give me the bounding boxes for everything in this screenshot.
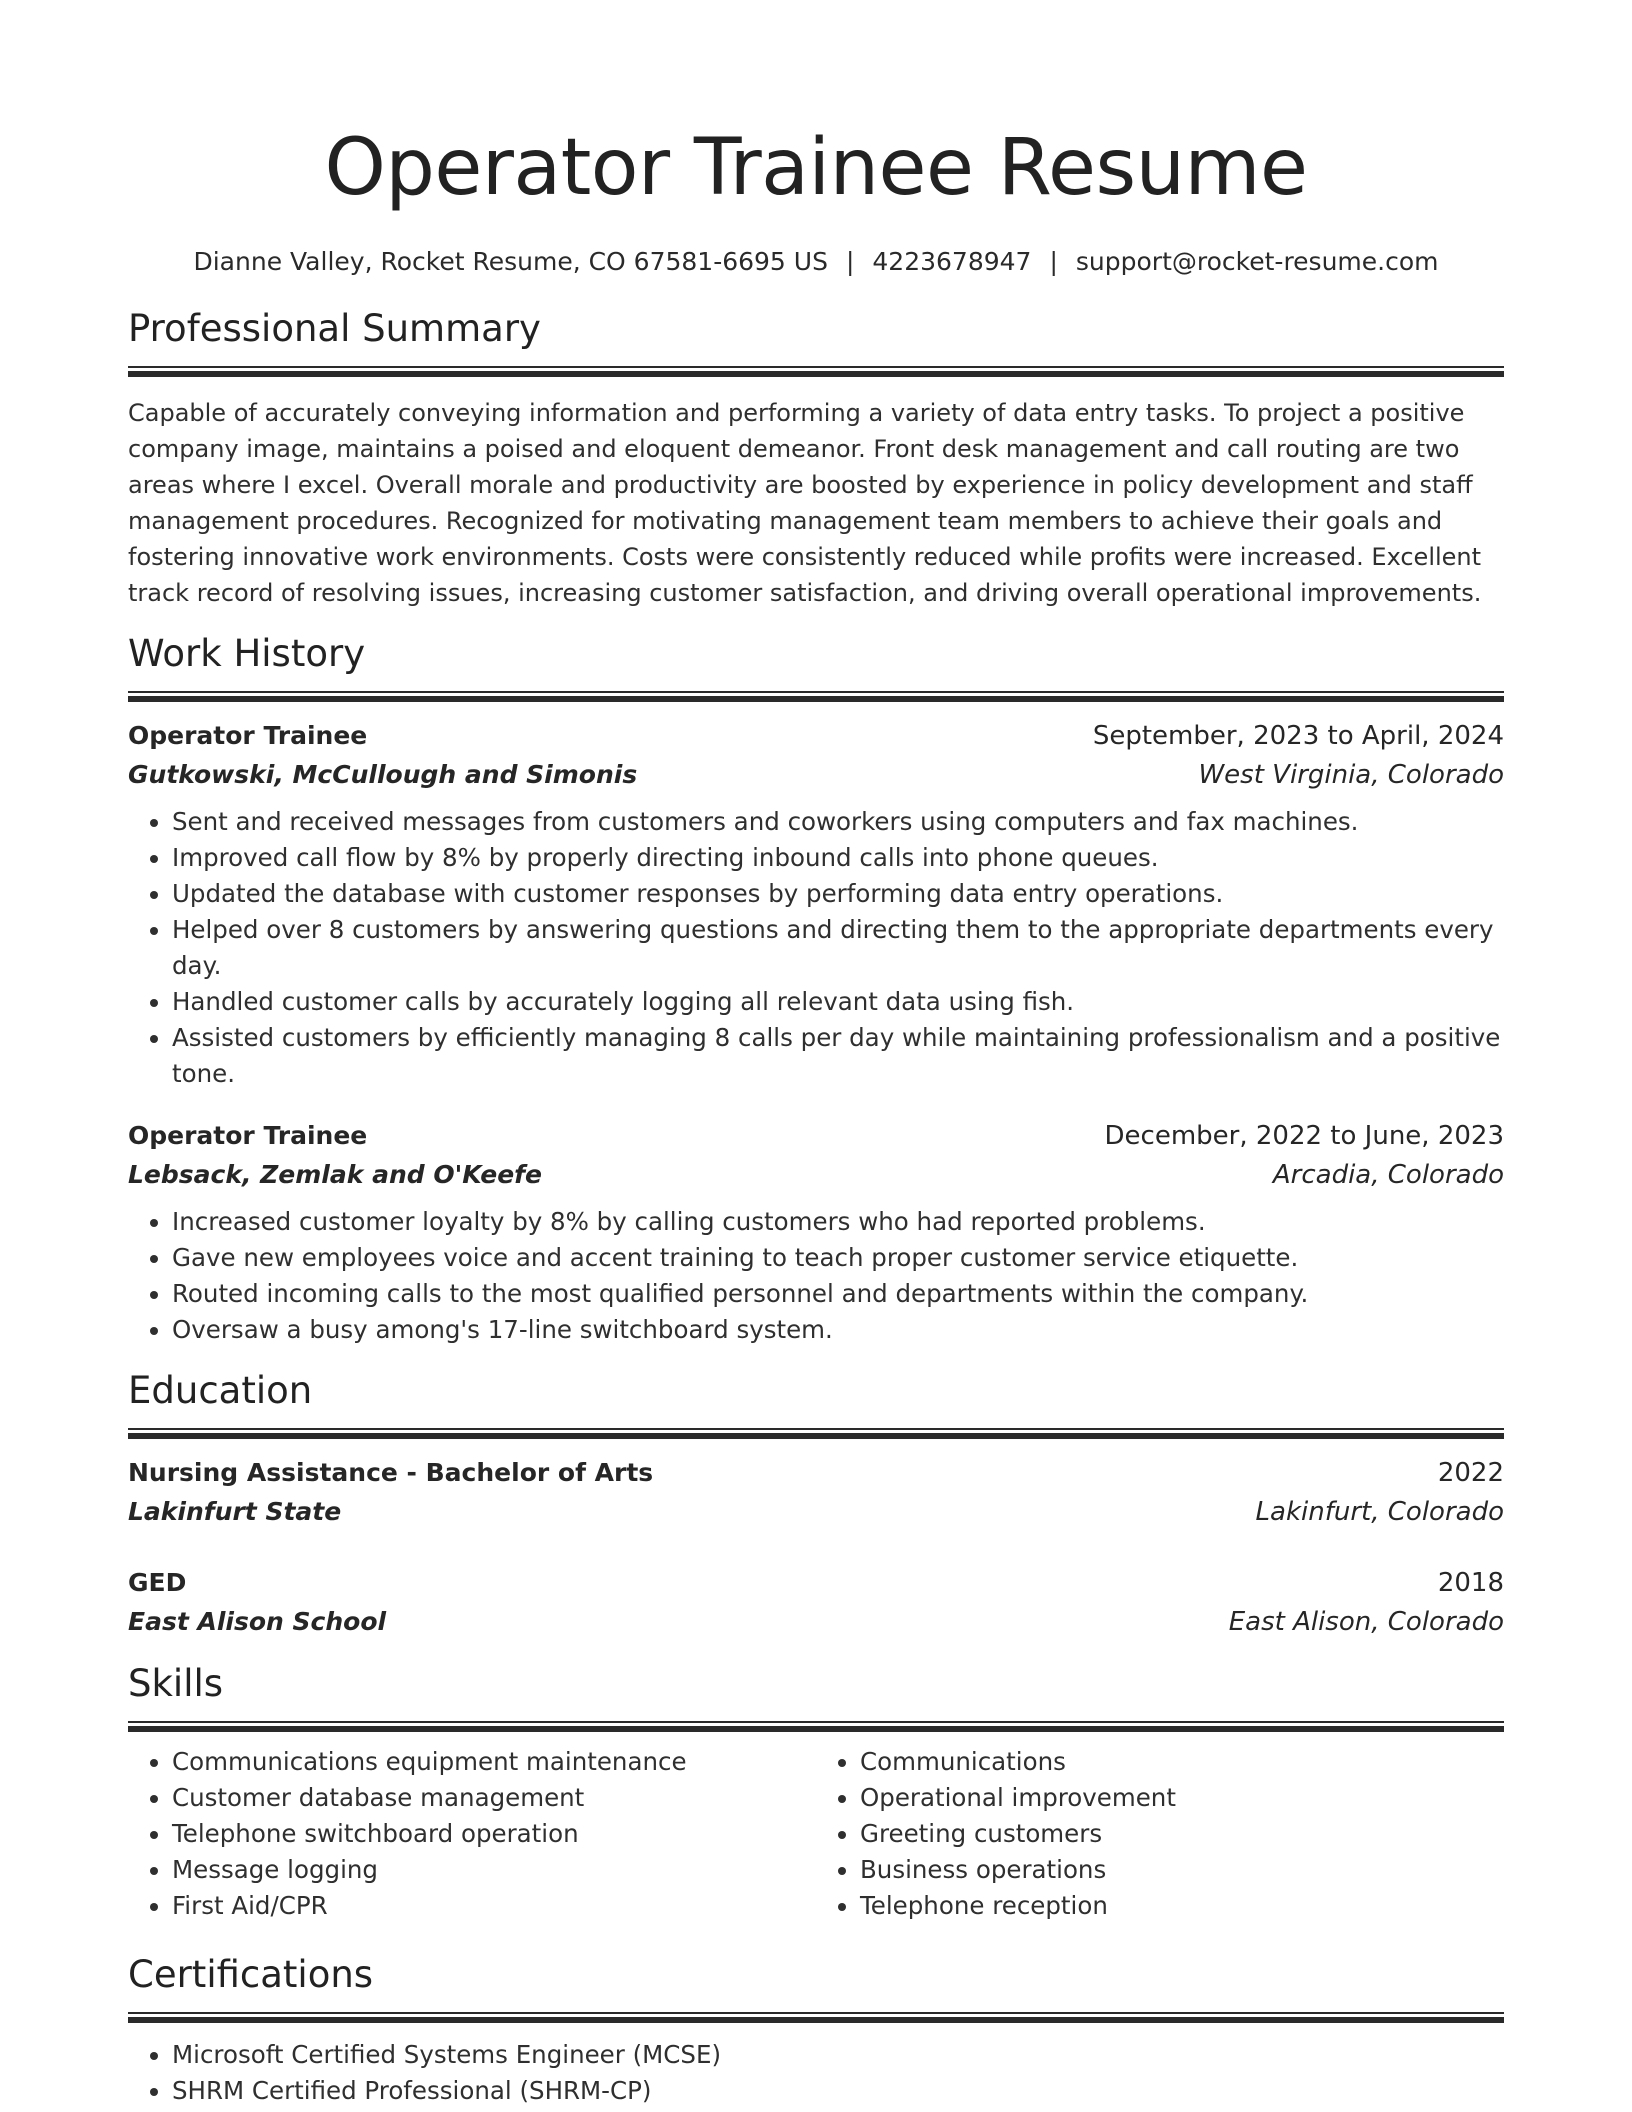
education-entry xyxy=(128,1563,1504,1641)
job-entry xyxy=(128,716,1504,1092)
skills-heading: Skills xyxy=(128,1662,224,1705)
summary-section xyxy=(128,304,1504,611)
work-history-section xyxy=(128,629,1504,1348)
work-history-heading: Work History xyxy=(128,632,366,675)
education-entry xyxy=(128,1453,1504,1531)
list-item: • Sent and received messages from customers and coworkers using computers and fax machines. xyxy=(172,804,1504,840)
list-item: • First Aid/CPR xyxy=(172,1888,816,1924)
education-degree: GED xyxy=(128,1568,187,1597)
education-school: Lakinfurt State xyxy=(128,1497,342,1526)
list-item: • Routed incoming calls to the most qualified personnel and departments within the company. xyxy=(172,1276,1504,1312)
education-section xyxy=(128,1366,1504,1641)
contact-separator: | xyxy=(1049,247,1058,276)
contact-separator: | xyxy=(845,247,855,276)
list-item: • Telephone reception xyxy=(860,1888,1504,1924)
contact-address: Dianne Valley, Rocket Resume, CO 67581-6695 US xyxy=(193,247,828,276)
list-item: • Assisted customers by efficiently managing 8 calls per day while maintaining professionalism and a positive tone. xyxy=(172,1020,1504,1092)
education-school: East Alison School xyxy=(128,1607,387,1636)
skills-section xyxy=(128,1659,1504,1924)
job-dates: September, 2023 to April, 2024 xyxy=(1092,721,1504,751)
section-divider xyxy=(128,691,1504,702)
list-item: • Microsoft Certified Systems Engineer (MCSE) xyxy=(172,2037,1504,2073)
list-item: • SHRM Certified Professional (SHRM-CP) xyxy=(172,2073,1504,2109)
education-heading: Education xyxy=(128,1369,313,1412)
resume-page xyxy=(128,0,1504,2109)
list-item: • Increased customer loyalty by 8% by calling customers who had reported problems. xyxy=(172,1204,1504,1240)
section-divider xyxy=(128,1428,1504,1439)
contact-email[interactable]: support@rocket-resume.com xyxy=(1075,247,1439,276)
certifications-heading: Certifications xyxy=(128,1953,374,1996)
skills-column-left xyxy=(128,1744,816,1924)
list-item: • Message logging xyxy=(172,1852,816,1888)
job-entry xyxy=(128,1116,1504,1348)
section-divider xyxy=(128,2012,1504,2023)
list-item: • Telephone switchboard operation xyxy=(172,1816,816,1852)
education-year: 2018 xyxy=(1437,1568,1504,1598)
job-title: Operator Trainee xyxy=(128,1121,368,1150)
list-item: • Communications equipment maintenance xyxy=(172,1744,816,1780)
list-item: • Handled customer calls by accurately logging all relevant data using fish. xyxy=(172,984,1504,1020)
skills-column-right xyxy=(816,1744,1504,1924)
certifications-list xyxy=(128,2037,1504,2109)
list-item: • Customer database management xyxy=(172,1780,816,1816)
job-bullets xyxy=(128,1204,1504,1348)
contact-phone: 4223678947 xyxy=(872,247,1032,276)
job-bullets xyxy=(128,804,1504,1092)
summary-text: Capable of accurately conveying information and performing a variety of data entry tasks. To project a positive company image, maintains a poised and eloquent demeanor. Front desk management and call routing are two areas where I excel. Overall morale and productivity are boosted by experience in policy development and staff management procedures. Recognized for motivating management team members to achieve their goals and fostering innovative work environments. Costs were consistently reduced while profits were increased. Excellent track record of resolving issues, increasing customer satisfaction, and driving overall operational improvements. xyxy=(128,399,1482,607)
list-item: • Business operations xyxy=(860,1852,1504,1888)
job-location: West Virginia, Colorado xyxy=(1198,760,1504,790)
job-dates: December, 2022 to June, 2023 xyxy=(1104,1121,1504,1151)
list-item: • Greeting customers xyxy=(860,1816,1504,1852)
list-item: • Operational improvement xyxy=(860,1780,1504,1816)
list-item: • Helped over 8 customers by answering questions and directing them to the appropriate departments every day. xyxy=(172,912,1504,984)
list-item: • Communications xyxy=(860,1744,1504,1780)
contact-line xyxy=(128,244,1504,280)
resume-title: Operator Trainee Resume xyxy=(324,123,1308,213)
job-company: Lebsack, Zemlak and O'Keefe xyxy=(128,1160,543,1189)
list-item: • Gave new employees voice and accent training to teach proper customer service etiquette. xyxy=(172,1240,1504,1276)
list-item: • Updated the database with customer responses by performing data entry operations. xyxy=(172,876,1504,912)
list-item: • Improved call flow by 8% by properly directing inbound calls into phone queues. xyxy=(172,840,1504,876)
certifications-section xyxy=(128,1950,1504,2109)
education-location: Lakinfurt, Colorado xyxy=(1255,1497,1504,1527)
education-year: 2022 xyxy=(1437,1458,1504,1488)
job-location: Arcadia, Colorado xyxy=(1272,1160,1504,1190)
job-company: Gutkowski, McCullough and Simonis xyxy=(128,760,638,789)
summary-heading: Professional Summary xyxy=(128,307,541,350)
list-item: • Oversaw a busy among's 17-line switchboard system. xyxy=(172,1312,1504,1348)
job-title: Operator Trainee xyxy=(128,721,368,750)
section-divider xyxy=(128,1721,1504,1732)
education-degree: Nursing Assistance - Bachelor of Arts xyxy=(128,1458,654,1487)
skills-grid xyxy=(128,1732,1504,1924)
education-location: East Alison, Colorado xyxy=(1228,1607,1504,1637)
section-divider xyxy=(128,366,1504,377)
